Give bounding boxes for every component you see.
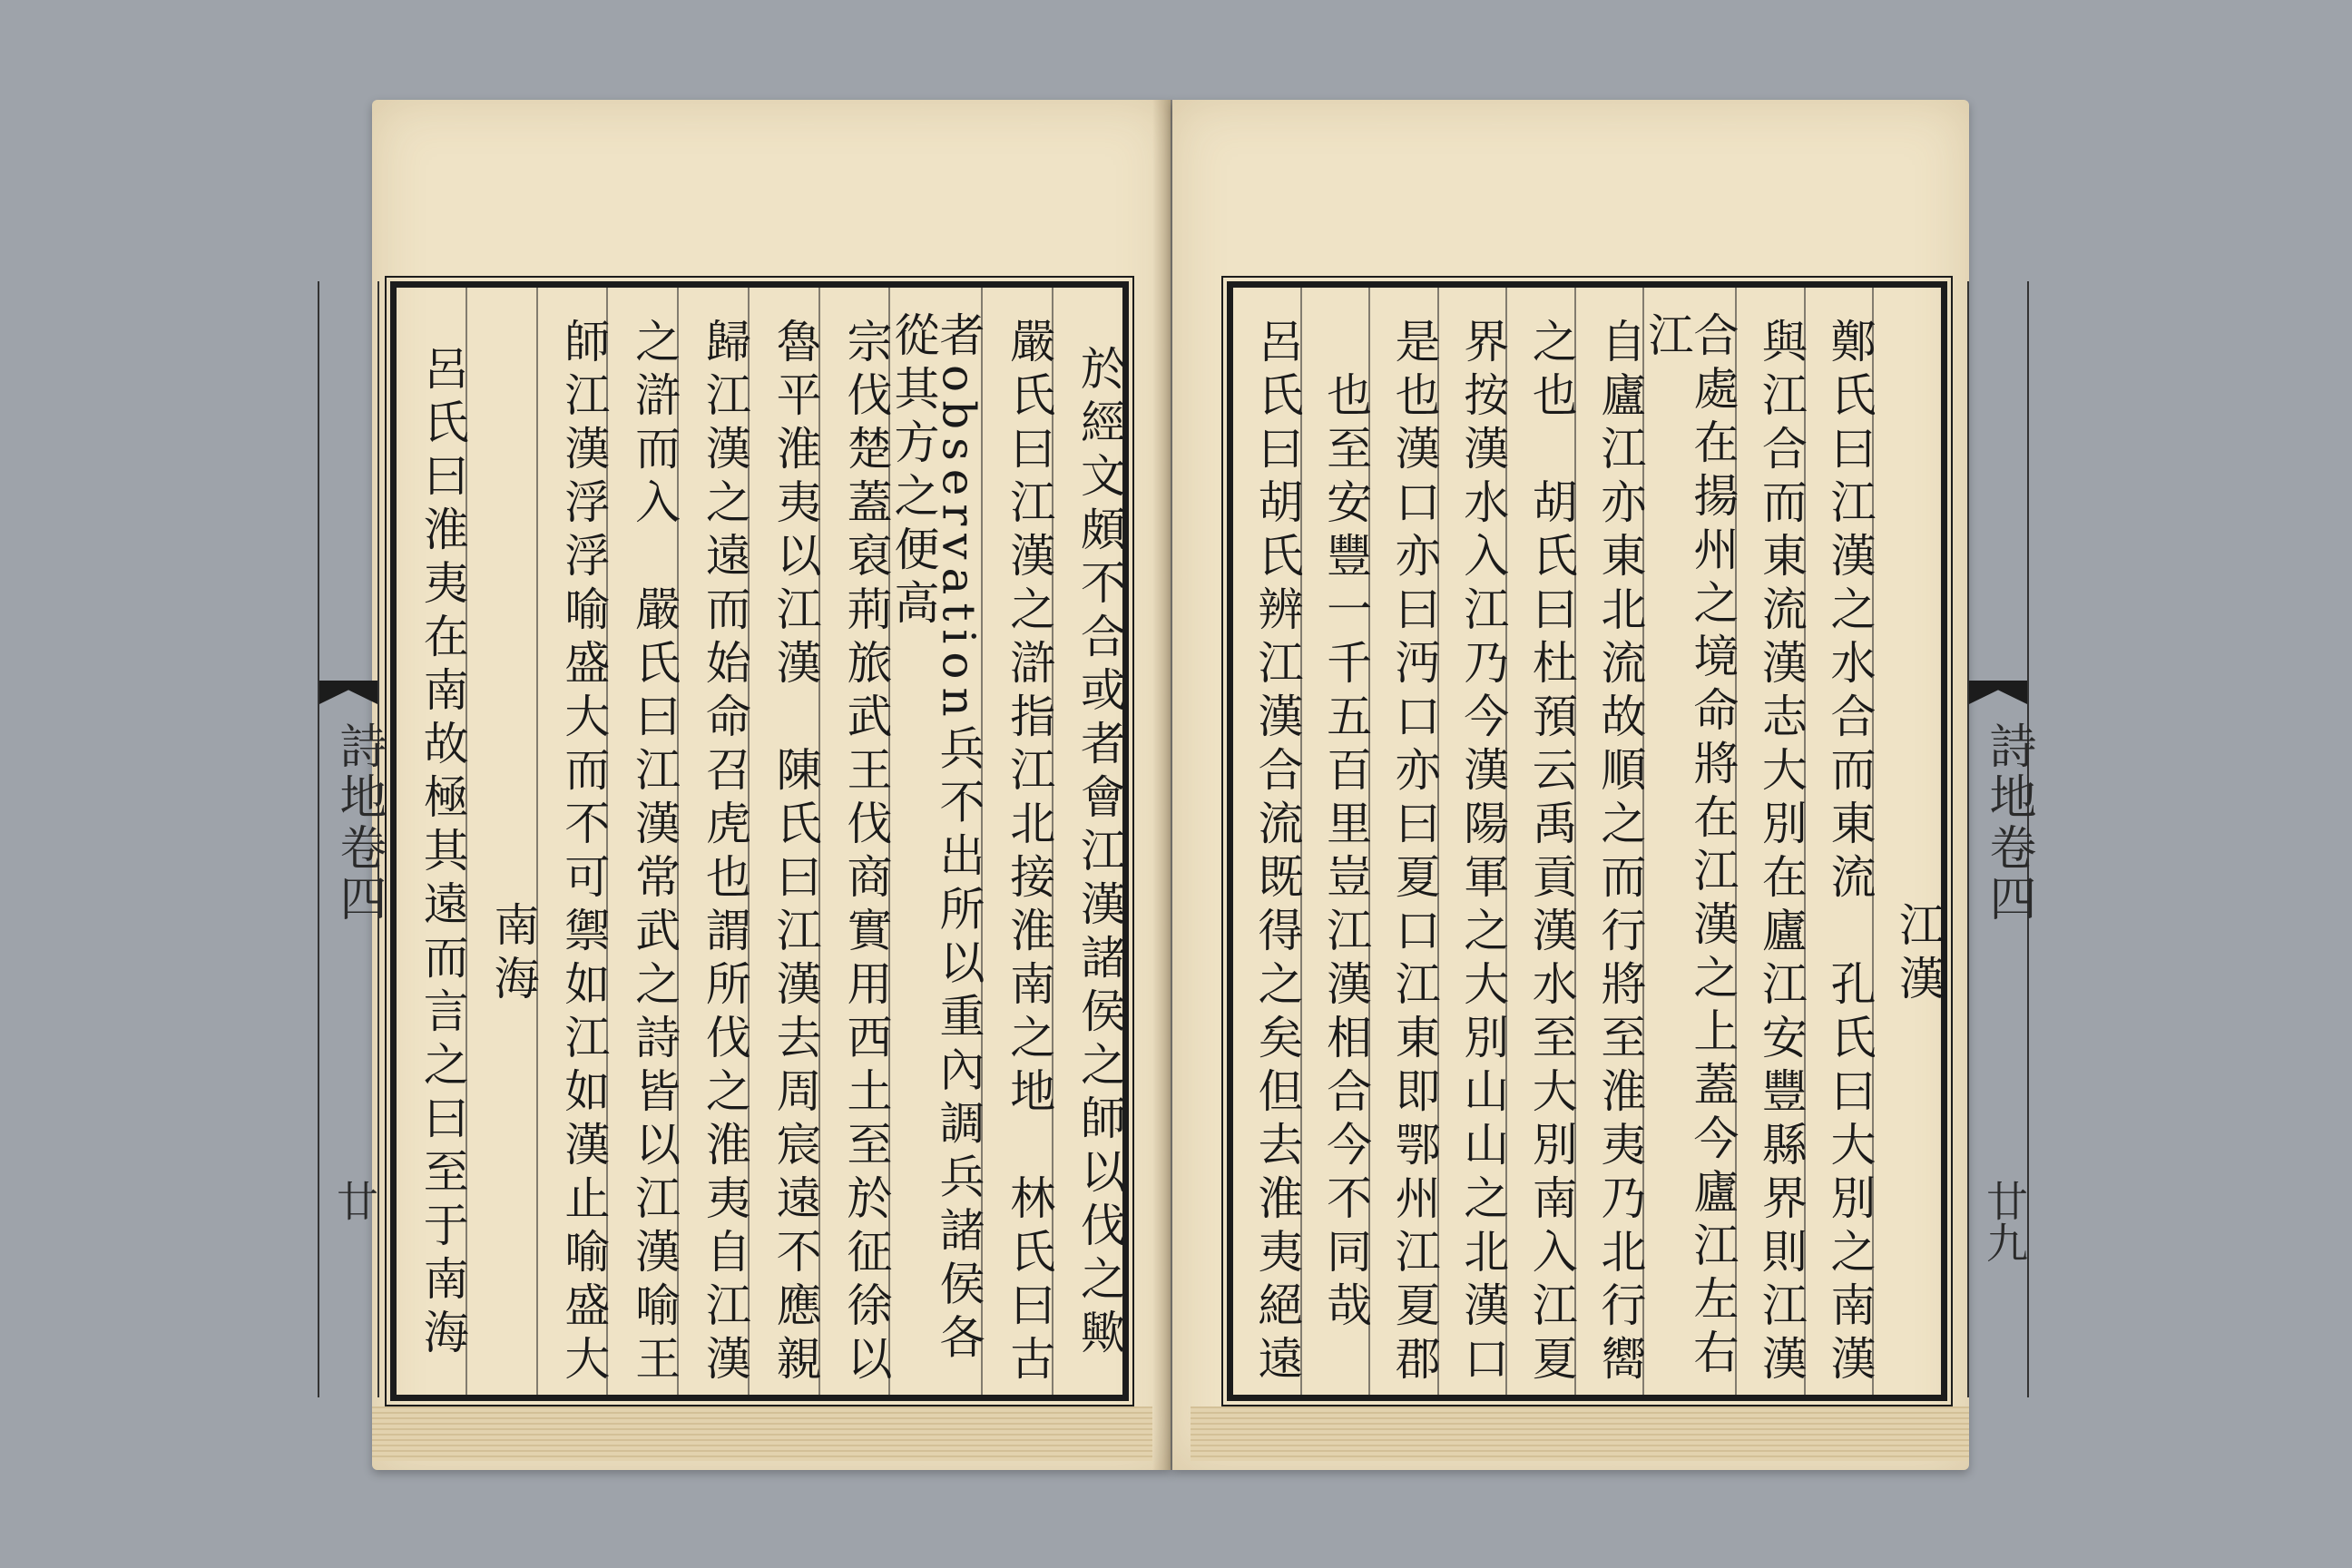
left-text-frame [390,281,1129,1401]
text-column [677,288,751,1395]
text-column [397,288,469,1395]
right-page [1172,100,2035,1470]
column-text: 魯平淮夷以江漢 陳氏曰江漢去周宸遠不應親 [769,318,822,1388]
column-text: 界按漢水入江乃今漢陽軍之大別山山之北漢口 [1456,318,1510,1388]
right-margin-column [1967,281,2035,1397]
column-text: 宗伐楚蓋裒荊旅武王伐商實用西土至於征徐以 [839,318,893,1388]
text-column [1368,288,1441,1395]
right-margin-title: 詩地卷四 [1981,721,2035,925]
section-heading: 南海 [486,901,540,1008]
text-column [1641,288,1740,1395]
text-column [1505,288,1578,1395]
text-column [606,288,681,1395]
text-column [981,288,1056,1395]
column-text: 呂氏曰胡氏辨江漢合流既得之矣但去淮夷絕遠 [1250,318,1304,1388]
text-column [818,288,893,1395]
text-column [748,288,822,1395]
left-columns [397,288,1126,1395]
left-folio: 廿 [330,1180,379,1221]
column-text: 自廬江亦東北流故順之而行將至淮夷乃北行嚮 [1593,318,1647,1388]
column-text: 之也 胡氏曰杜預云禹貢漢水至大別南入江夏 [1524,318,1578,1388]
page-edge [372,1406,1152,1461]
text-column [1437,288,1510,1395]
column-text: 合處在揚州之境命將在江漢之上蓋今廬江左右江 [1641,311,1740,1382]
text-column [887,288,985,1395]
column-text: 於經文頗不合或者會江漢諸侯之師以伐之歟 [1073,344,1126,1362]
open-book [330,100,2035,1488]
column-text: 鄭氏曰江漢之水合而東流 孔氏曰大別之南漢 [1823,318,1877,1388]
fish-tail-mark [1969,681,2027,704]
fish-tail-mark [319,681,377,704]
text-column [1804,288,1877,1395]
column-text: 與江合而東流漢志大別在廬江安豐縣界則江漢 [1754,318,1808,1388]
text-column [1300,288,1373,1395]
section-heading-column [1872,288,1945,1395]
text-column [1233,288,1304,1395]
page-edge [1191,1406,1969,1461]
text-column [1574,288,1647,1395]
right-text-frame [1227,281,1947,1401]
column-text: 之滸而入 嚴氏曰江漢常武之詩皆以江漢喻王 [628,318,681,1388]
text-column [1735,288,1808,1395]
section-heading: 江漢 [1892,901,1945,1008]
left-page [330,100,1171,1470]
column-text: 師江漢浮浮喻盛大而不可禦如江如漢止喻盛大 [557,318,611,1388]
column-text: 呂氏曰淮夷在南故極其遠而言之曰至于南海 [416,344,469,1362]
left-margin-column [318,281,386,1397]
column-text: 也至安豐一千五百里豈江漢相合今不同哉 [1319,371,1373,1335]
text-column [536,288,611,1395]
column-text: 是也漢口亦曰沔口亦曰夏口江東即鄂州江夏郡 [1387,318,1441,1388]
section-heading-column [466,288,540,1395]
column-text: 嚴氏曰江漢之滸指江北接淮南之地 林氏曰古 [1003,318,1056,1388]
right-folio: 廿九 [1980,1180,2029,1263]
text-column [1052,288,1126,1395]
column-text: 者observation兵不出所以重內調兵諸侯各從其方之便高 [887,311,985,1367]
right-columns [1233,288,1945,1395]
column-text: 歸江漢之遠而始命召虎也謂所伐之淮夷自江漢 [698,318,751,1388]
left-margin-title: 詩地卷四 [331,721,386,925]
